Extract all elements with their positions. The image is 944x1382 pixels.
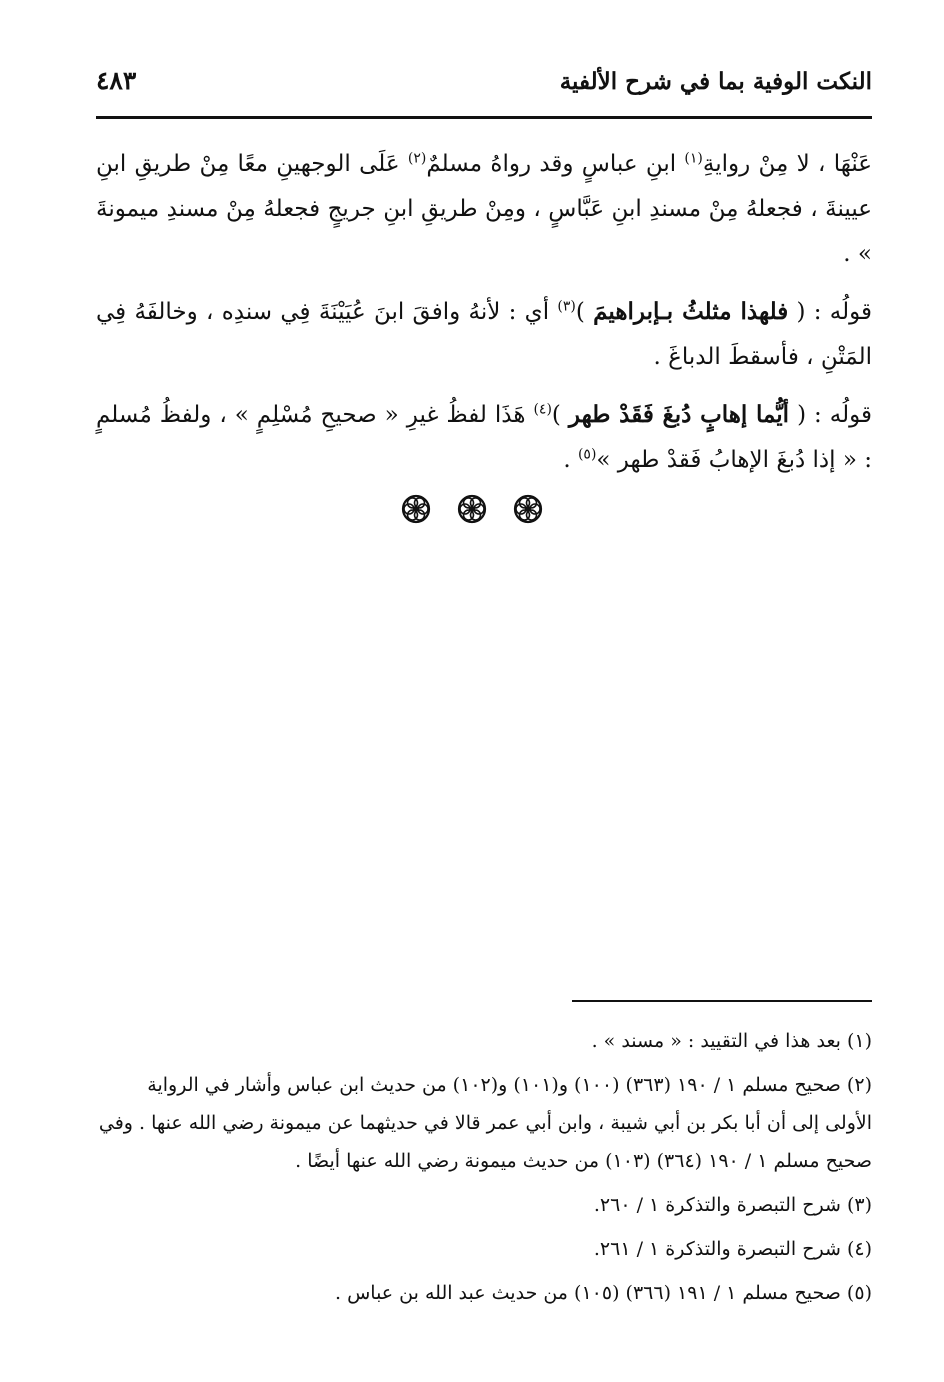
text-run: عَلَى الوجهينِ معًا مِنْ طريقِ ابنِ عيينةَ ، فجعلهُ مِنْ مسندِ ابنِ عَبَّاسٍ ، ومِنْ طريقِ ابنِ جريجٍ فجعلهُ مِنْ مسندِ ميمونةَ » . <box>96 151 872 267</box>
footnote-marker[interactable]: (٣) <box>557 298 576 315</box>
footnote-2: (٢) صحيح مسلم ١ / ١٩٠ (٣٦٣) (١٠٠) و(١٠١) و(١٠٢) من حديث ابن عباس وأشار في الرواية الأولى إلى أن أبا بكر بن أبي شيبة ، وابن أبي عمر قالا في حديثهما عن ميمونة رضي الله عنها . وفي صحيح مسلم ١ / ١٩٠ (٣٦٤) (١٠٣) من حديث ميمونة رضي الله عنها أيضًا . <box>98 1074 872 1172</box>
quoted-phrase: فلهذا مثلثُ بـإبراهيمَ <box>593 298 789 325</box>
footnote-5: (٥) صحيح مسلم ١ / ١٩١ (٣٦٦) (١٠٥) من حديث عبد الله بن عباس . <box>335 1282 872 1304</box>
page-number: ٤٨٣ <box>96 66 137 95</box>
text-run: ) <box>551 402 569 428</box>
section-end-ornaments <box>0 494 944 524</box>
footnote-marker[interactable]: (٤) <box>533 401 552 418</box>
text-run: هَذَا لفظُ غيرِ « صحيحِ مُسْلِمٍ » ، ولفظُ مُسلمٍ : « إذا دُبغَ الإهابُ فَقدْ طهر » <box>96 402 872 473</box>
paragraph-2 <box>96 289 872 380</box>
main-text <box>96 142 872 495</box>
paragraph-3 <box>96 392 872 483</box>
footnotes <box>96 1022 872 1318</box>
footnote-divider <box>572 1000 872 1002</box>
footnote-1: (١) بعد هذا في التقييد : « مسند » . <box>591 1030 872 1052</box>
text-run: . <box>563 447 578 473</box>
footnote-marker[interactable]: (٢) <box>407 150 427 167</box>
text-run: عَنْهَا ، لا مِنْ روايةِ <box>702 151 872 177</box>
footnote-marker[interactable]: (١) <box>684 150 703 167</box>
paragraph-1 <box>96 142 872 277</box>
header-divider <box>96 116 872 119</box>
flower-ornament-icon <box>401 494 431 524</box>
quoted-phrase: أيُّما إهابٍ دُبغَ فَقَدْ طهر <box>568 401 790 428</box>
text-run: قولُه : ( <box>789 402 872 428</box>
flower-ornament-icon <box>457 494 487 524</box>
running-title: النكت الوفية بما في شرح الألفية <box>559 68 872 95</box>
footnote-4: (٤) شرح التبصرة والتذكرة ١ / ٢٦١. <box>593 1238 872 1260</box>
text-run: أي : لأنهُ وافقَ ابنَ عُيَيْنَةَ فِي سندِه ، وخالفَهُ فِي المَتْنِ ، فأسقطَ الدباغَ . <box>96 299 872 370</box>
text-run: قولُه : ( <box>788 299 873 325</box>
footnote-marker[interactable]: (٥) <box>577 446 597 463</box>
flower-ornament-icon <box>513 494 543 524</box>
page-header <box>96 58 872 110</box>
footnote-3: (٣) شرح التبصرة والتذكرة ١ / ٢٦٠. <box>593 1194 872 1216</box>
text-run: ابنِ عباسٍ وقد رواهُ مسلمٌ <box>426 151 685 177</box>
text-run: ) <box>575 299 594 325</box>
